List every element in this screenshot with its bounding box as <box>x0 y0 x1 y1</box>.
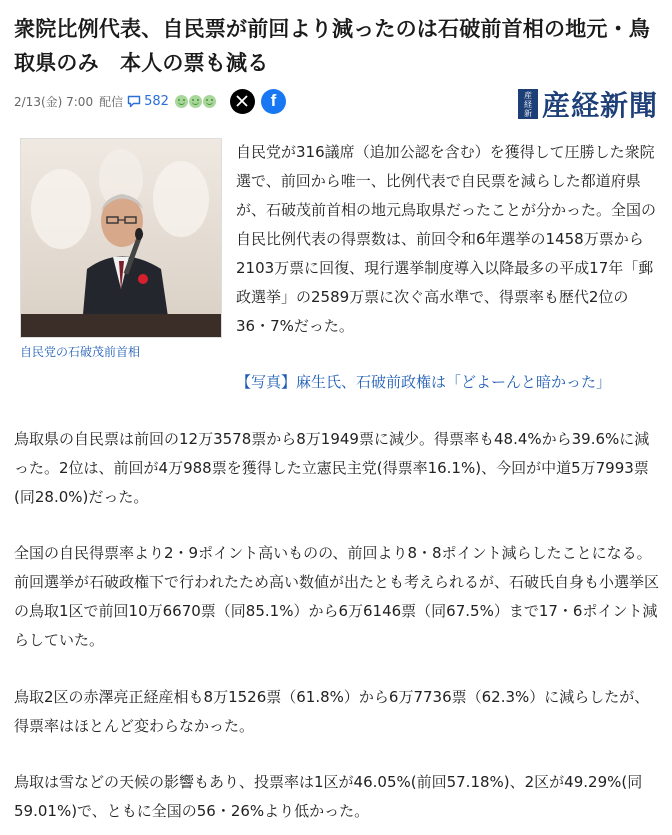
x-share-icon[interactable] <box>230 89 255 114</box>
article-title: 衆院比例代表、自民票が前回より減ったのは石破前首相の地元・鳥取県のみ 本人の票も減る <box>14 17 650 75</box>
comment-icon[interactable] <box>127 95 141 108</box>
photo-caption: 自民党の石破茂前首相 <box>20 345 141 359</box>
reaction-icons[interactable] <box>175 95 216 108</box>
smile-icon <box>203 95 216 108</box>
lead-paragraph: 自民党が316議席（追加公認を含む）を獲得して圧勝した衆院選で、前回から唯一、比例代表で自民票を減らした都道府県が、石破茂前首相の地元鳥取県だったことが分かった。全国の自民比例代表の得票数は、前回令和6年選挙の1458万票から2103万票に回復、現行選挙制度導入以降最多の平成17年「郵政選挙」の2589万票に次ぐ高水準で、得票率も歴代2位の36・7%だった。 <box>236 143 657 335</box>
publisher-name: 産経新聞 <box>541 89 658 122</box>
delivered-label: 配信 <box>99 94 124 109</box>
body-paragraph: 鳥取2区の赤澤亮正経産相も8万1526票（61.8%）から6万7736票（62.3%）に減らしたが、得票率はほとんど変わらなかった。 <box>14 688 650 735</box>
facebook-share-icon[interactable]: f <box>261 89 286 114</box>
body-paragraph: 鳥取は雪などの天候の影響もあり、投票率は1区が46.05%(前回57.18%)、2区が49.29%(同59.01%)で、ともに全国の56・26%より低かった。 <box>14 773 643 820</box>
article-photo[interactable] <box>20 138 222 338</box>
smile-icon <box>175 95 188 108</box>
comment-count[interactable]: 582 <box>144 93 169 109</box>
publisher-seal: 産 経 新 <box>518 89 538 119</box>
article-meta <box>14 90 286 112</box>
smile-icon <box>189 95 202 108</box>
publish-date: 2/13(金) 7:00 <box>14 94 94 109</box>
body-paragraph: 全国の自民得票率より2・9ポイント高いものの、前回より8・8ポイント減らしたことになる。前回選挙が石破政権下で行われたため高い数値が出たとも考えられるが、石破氏自身も小選挙区の鳥取1区で前回10万6670票（同85.1%）から6万6146票（同67.5%）まで17・6ポイント減らしていた。 <box>14 544 660 649</box>
publisher-logo[interactable] <box>518 84 658 124</box>
related-photo-link[interactable]: 【写真】麻生氏、石破前政権は「どよーんと暗かった」 <box>236 373 612 391</box>
body-paragraph: 鳥取県の自民票は前回の12万3578票から8万1949票に減少。得票率も48.4%から39.6%に減った。2位は、前回が4万988票を獲得した立憲民主党(得票率16.1%)、今回が中道5万7993票(同28.0%)だった。 <box>14 430 650 506</box>
